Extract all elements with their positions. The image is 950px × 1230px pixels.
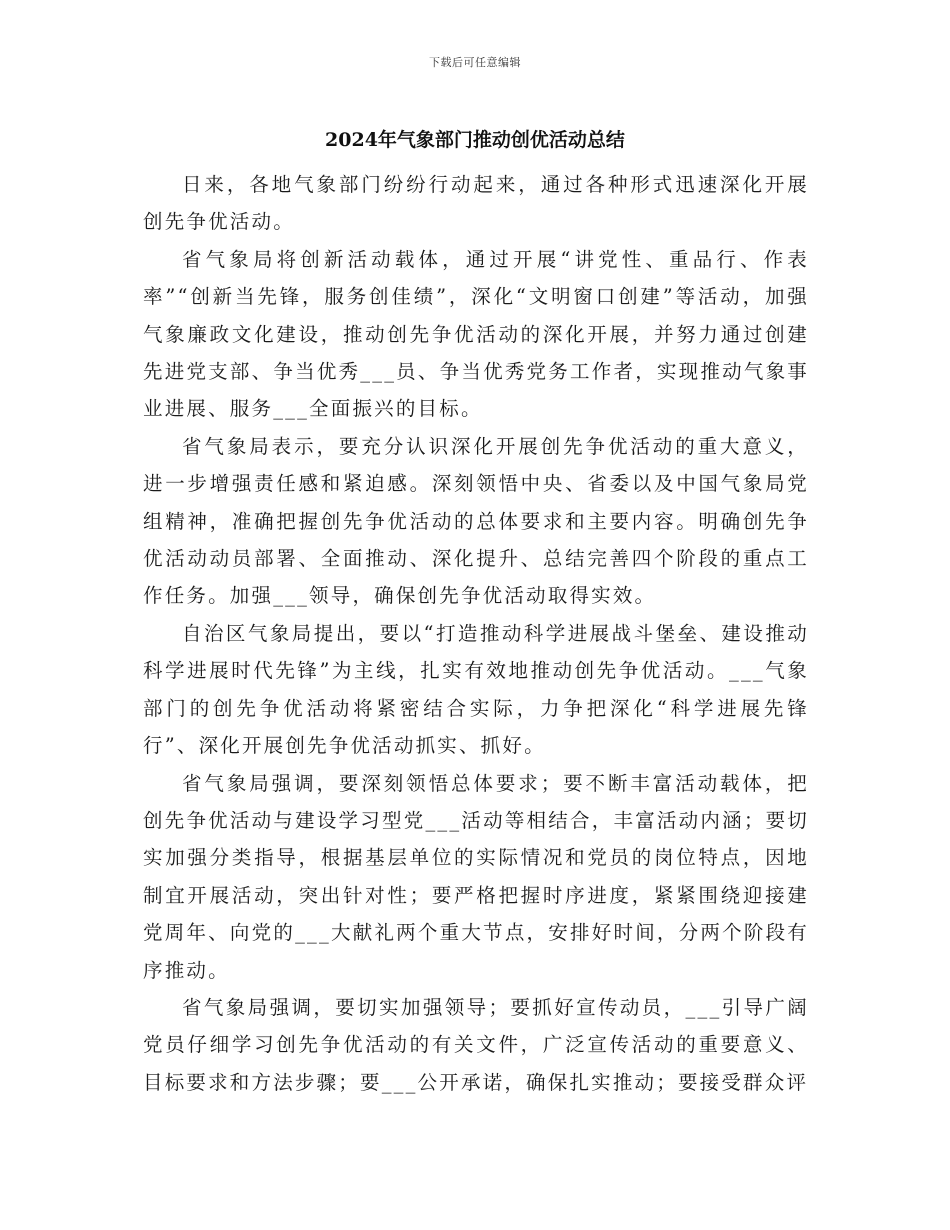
paragraph: 省气象局将创新活动载体，通过开展“讲党性、重品行、作表率”“创新当先锋，服务创佳绩”，深化“文明窗口创建”等活动，加强气象廉政文化建设，推动创先争优活动的深化开展，并努力通过创建先进党支部、争当优秀___员、争当优秀党务工作者，实现推动气象事业进展、服务___全面振兴的目标。 (143, 247, 809, 421)
paragraph: 省气象局强调，要切实加强领导；要抓好宣传动员，___引导广阔党员仔细学习创先争优活动的有关文件，广泛宣传活动的重要意义、目标要求和方法步骤；要___公开承诺，确保扎实推动；要接受群众评 (143, 995, 809, 1094)
paragraph: 日来，各地气象部门纷纷行动起来，通过各种形式迅速深化开展创先争优活动。 (143, 173, 809, 234)
paragraph: 省气象局强调，要深刻领悟总体要求；要不断丰富活动载体，把创先争优活动与建设学习型党___活动等相结合，丰富活动内涵；要切实加强分类指导，根据基层单位的实际情况和党员的岗位特点，因地制宜开展活动，突出针对性；要严格把握时序进度，紧紧围绕迎接建党周年、向党的___大献礼两个重大节点，安排好时间，分两个阶段有序推动。 (143, 771, 809, 982)
document-body (143, 166, 809, 1101)
paragraph: 省气象局表示，要充分认识深化开展创先争优活动的重大意义，进一步增强责任感和紧迫感。深刻领悟中央、省委以及中国气象局党组精神，准确把握创先争优活动的总体要求和主要内容。明确创先争优活动动员部署、全面推动、深化提升、总结完善四个阶段的重点工作任务。加强___领导，确保创先争优活动取得实效。 (143, 434, 809, 608)
header-note: 下载后可任意编辑 (429, 56, 521, 69)
document-title: 2024年气象部门推动创优活动总结 (325, 129, 625, 151)
paragraph: 自治区气象局提出，要以“打造推动科学进展战斗堡垒、建设推动科学进展时代先锋”为主线，扎实有效地推动创先争优活动。___气象部门的创先争优活动将紧密结合实际，力争把深化“科学进展先锋行”、深化开展创先争优活动抓实、抓好。 (143, 621, 809, 758)
